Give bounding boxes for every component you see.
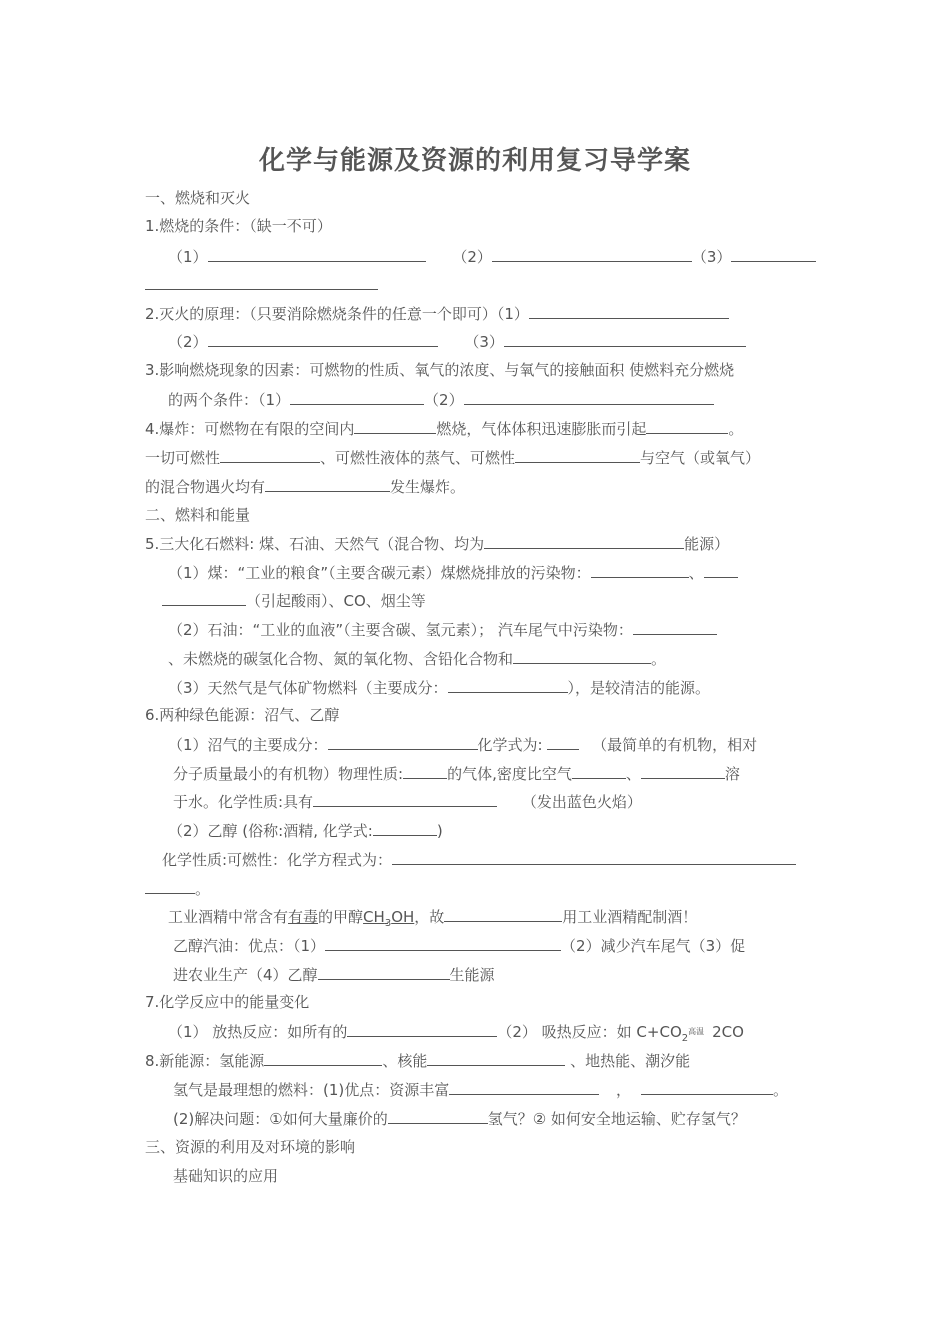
q5-coal-text: （1）煤：“工业的粮食”（主要含碳元素）煤燃烧排放的污染物： (168, 564, 591, 582)
q7-equation-reactants: C+CO (636, 1023, 682, 1041)
q5-heading-line (145, 533, 729, 553)
q4-text-e: 、可燃性液体的蒸气、可燃性 (320, 449, 516, 467)
q8-line-1 (145, 1050, 690, 1070)
q7-text-a: （1） 放热反应：如所有的 (168, 1023, 348, 1041)
methanol-formula-part-1: CH (363, 908, 385, 926)
q3-line-2 (168, 389, 714, 409)
q6-methane-text-3: （最简单的有机物，相对 (592, 736, 758, 754)
q4-line-1 (145, 418, 743, 438)
q4-blank-2[interactable] (646, 418, 728, 434)
q5-blank-gas[interactable] (448, 677, 568, 693)
q2-item-2-label: （2） (168, 333, 208, 351)
q1-blank-3[interactable] (731, 246, 816, 262)
q6-blank-industrial[interactable] (444, 906, 562, 922)
q4-text-d: 一切可燃性 (145, 449, 221, 467)
q6-methane-text-9: （发出蓝色火焰） (521, 793, 642, 811)
q4-blank-4[interactable] (515, 447, 640, 463)
q5-coal-line-2 (162, 590, 426, 610)
q4-text-h: 发生爆炸。 (390, 478, 466, 496)
q6-methane-text-4: 分子质量最小的有机物）物理性质: (173, 765, 404, 783)
q4-text-c: 。 (728, 420, 744, 438)
q2-blank-1[interactable] (529, 303, 729, 319)
q6-gasohol-text-2: （2）减少汽车尾气（3）促 (561, 937, 746, 955)
q8-text-p1: (2)解决问题：①如何大量廉价的 (173, 1110, 388, 1128)
q8-text-c: 、地热能、潮汐能 (565, 1052, 691, 1070)
q6-blank-ethanol-formula[interactable] (373, 820, 437, 836)
q8-text-a: 8.新能源：氢能源 (145, 1052, 265, 1070)
q2-line-2 (168, 331, 746, 351)
q6-blank-ethanol-equation-cont[interactable] (145, 878, 195, 894)
methanol-formula-part-2: OH (391, 908, 415, 926)
q3-item-2-label: （2） (424, 391, 464, 409)
q8-text-b: 、核能 (382, 1052, 428, 1070)
q8-line-2 (173, 1079, 788, 1099)
page-title: 化学与能源及资源的利用复习导学案 (258, 146, 691, 176)
q4-line-2 (145, 447, 760, 467)
q4-blank-3[interactable] (220, 447, 320, 463)
q6-ethanol-text-1: （2）乙醇 (俗称:酒精, 化学式: (168, 822, 373, 840)
q6-methane-line-1 (168, 734, 757, 754)
q6-gasohol-line-2 (173, 964, 495, 984)
q5-gas-text-2: ），是较清洁的能源。 (567, 679, 711, 697)
q5-blank-coal-2[interactable] (704, 562, 738, 578)
q6-methane-line-2 (173, 763, 740, 783)
q2-line-1 (145, 303, 729, 323)
section-3-heading: 三、资源的利用及对环境的影响 (145, 1138, 356, 1156)
q4-text-g: 的混合物遇火均有 (145, 478, 266, 496)
q7-blank-exothermic[interactable] (347, 1021, 497, 1037)
q6-methane-text-7: 溶 (724, 765, 740, 783)
q6-blank-color[interactable] (403, 763, 447, 779)
q2-blank-3[interactable] (504, 331, 746, 347)
q6-methanol-formula (363, 908, 415, 929)
q8-blank-advantage-2[interactable] (641, 1079, 773, 1095)
q8-blank-hydrogen[interactable] (264, 1050, 382, 1066)
q6-ethanol-line-3 (145, 878, 210, 898)
q8-text-h1: 氢气是最理想的燃料：(1)优点：资源丰富 (173, 1081, 450, 1099)
q6-industrial-text-3: ，故 (414, 908, 445, 926)
q4-line-3 (145, 476, 465, 496)
q8-blank-advantage-1[interactable] (449, 1079, 599, 1095)
q6-methane-text-8: 于水。化学性质:具有 (173, 793, 314, 811)
q5-blank-oil-2[interactable] (513, 648, 651, 664)
q6-blank-methane-component[interactable] (328, 734, 478, 750)
q5-text-a: 5.三大化石燃料: 煤、石油、天然气（混合物、均为 (145, 535, 485, 553)
q6-ethanol-text-1b: ) (436, 822, 443, 840)
q6-methane-text-2: 化学式为: (477, 736, 548, 754)
section-2-heading: 二、燃料和能量 (145, 506, 251, 524)
q4-blank-1[interactable] (354, 418, 436, 434)
q1-item-3-label: （3） (691, 248, 732, 266)
q3-blank-2[interactable] (464, 389, 714, 405)
q6-toxic-text: 有毒 (288, 908, 319, 926)
q6-ethanol-line-1 (168, 820, 443, 840)
methanol-formula-subscript: 3 (384, 918, 392, 929)
q1-blank-2[interactable] (492, 246, 692, 262)
q5-gas-text: （3）天然气是气体矿物燃料（主要成分： (168, 679, 448, 697)
q5-coal-line-1 (168, 562, 738, 582)
q6-gasohol-text-1: 乙醇汽油：优点：（1） (173, 937, 326, 955)
q5-blank-oil-1[interactable] (633, 619, 717, 635)
q5-blank-coal-2-cont[interactable] (162, 590, 246, 606)
q5-coal-separator: 、 (688, 564, 704, 582)
q2-heading: 2.灭火的原理：（只要消除燃烧条件的任意一个即可）（1） (145, 305, 529, 323)
q6-blank-renewable[interactable] (318, 964, 450, 980)
q6-industrial-text-2: 的甲醇 (318, 908, 364, 926)
q5-coal-text-2: （引起酸雨）、CO、烟尘等 (246, 592, 426, 610)
q7-equation-product: 2CO (712, 1023, 744, 1041)
q5-blank-coal-1[interactable] (591, 562, 689, 578)
section-1-heading: 一、燃烧和灭火 (145, 189, 251, 207)
q8-blank-nuclear[interactable] (427, 1050, 565, 1066)
q7-condition-label: 高温 (688, 1027, 705, 1036)
q3-blank-1[interactable] (290, 389, 424, 405)
q1-heading: 1.燃烧的条件：（缺一不可） (145, 217, 332, 235)
q6-blank-density[interactable] (572, 763, 626, 779)
q3-conditions-label: 的两个条件：（1） (168, 391, 291, 409)
q5-oil-line-2 (168, 648, 666, 668)
q5-oil-end: 。 (651, 650, 667, 668)
q1-conditions-line (168, 246, 816, 266)
q6-methane-text-5: 的气体,密度比空气 (447, 765, 572, 783)
q6-ethanol-line-2 (162, 849, 796, 869)
section-3-subheading: 基础知识的应用 (173, 1167, 279, 1185)
q2-blank-2[interactable] (208, 331, 438, 347)
q6-blank-solubility[interactable] (641, 763, 725, 779)
q5-oil-text: （2）石油：“工业的血液”（主要含碳、氢元素）； 汽车尾气中污染物： (168, 621, 633, 639)
q6-ethanol-text-2: 化学性质:可燃性：化学方程式为： (162, 851, 393, 869)
q5-text-b: 能源） (684, 535, 730, 553)
q5-oil-text-2: 、未燃烧的碳氢化合物、氮的氧化物、含铅化合物和 (168, 650, 514, 668)
q6-heading: 6.两种绿色能源：沼气、乙醇 (145, 706, 340, 724)
q1-item-2-label: （2） (452, 248, 492, 266)
q1-blank-3-cont[interactable] (145, 274, 378, 290)
q6-blank-gasohol-advantage[interactable] (325, 935, 561, 951)
q1-item-1-label: （1） (168, 248, 208, 266)
q6-industrial-alcohol-line (168, 906, 698, 929)
q6-gasohol-text-3: 进农业生产（4）乙醇 (173, 966, 318, 984)
q6-gasohol-line-1 (173, 935, 745, 955)
q1-blank-1[interactable] (208, 246, 426, 262)
q8-text-p2: 氢气？② 如何安全地运输、贮存氢气？ (487, 1110, 746, 1128)
q6-gasohol-text-4: 生能源 (449, 966, 495, 984)
q7-heading: 7.化学反应中的能量变化 (145, 993, 310, 1011)
q2-item-3-label: （3） (464, 333, 504, 351)
q4-text-b: 燃烧，气体体积迅速膨胀而引起 (436, 420, 647, 438)
q6-blank-ethanol-equation[interactable] (392, 849, 796, 865)
q4-blank-5[interactable] (265, 476, 390, 492)
q5-blank-1[interactable] (484, 533, 684, 549)
q6-blank-chemical-property[interactable] (313, 791, 497, 807)
q7-reactions-line (168, 1021, 744, 1044)
q8-line-3 (173, 1108, 746, 1128)
q6-blank-methane-formula[interactable] (547, 734, 579, 750)
q6-methane-line-3 (173, 791, 642, 811)
q4-text-a: 4.爆炸：可燃物在有限的空间内 (145, 420, 355, 438)
q5-gas-line (168, 677, 710, 697)
q6-ethanol-text-3: 。 (195, 880, 211, 898)
q4-text-f: 与空气（或氧气） (640, 449, 761, 467)
q6-industrial-text-1: 工业酒精中常含有 (168, 908, 289, 926)
q3-line-1: 3.影响燃烧现象的因素：可燃物的性质、氧气的浓度、与氧气的接触面积 使燃料充分燃烧 (145, 361, 735, 379)
q7-text-b: （2） 吸热反应：如 (497, 1023, 637, 1041)
q8-text-h2: ， (616, 1081, 632, 1099)
q8-blank-production[interactable] (388, 1108, 488, 1124)
q6-methane-text-1: （1）沼气的主要成分： (168, 736, 328, 754)
q7-equation (636, 1023, 744, 1044)
q6-methane-text-6: 、 (625, 765, 641, 783)
q7-equation-subscript: 2 (681, 1033, 689, 1044)
q6-industrial-text-4: 用工业酒精配制酒！ (562, 908, 698, 926)
q5-oil-line-1 (168, 619, 717, 639)
q8-text-h3: 。 (773, 1081, 789, 1099)
q1-continuation-line (145, 274, 378, 294)
